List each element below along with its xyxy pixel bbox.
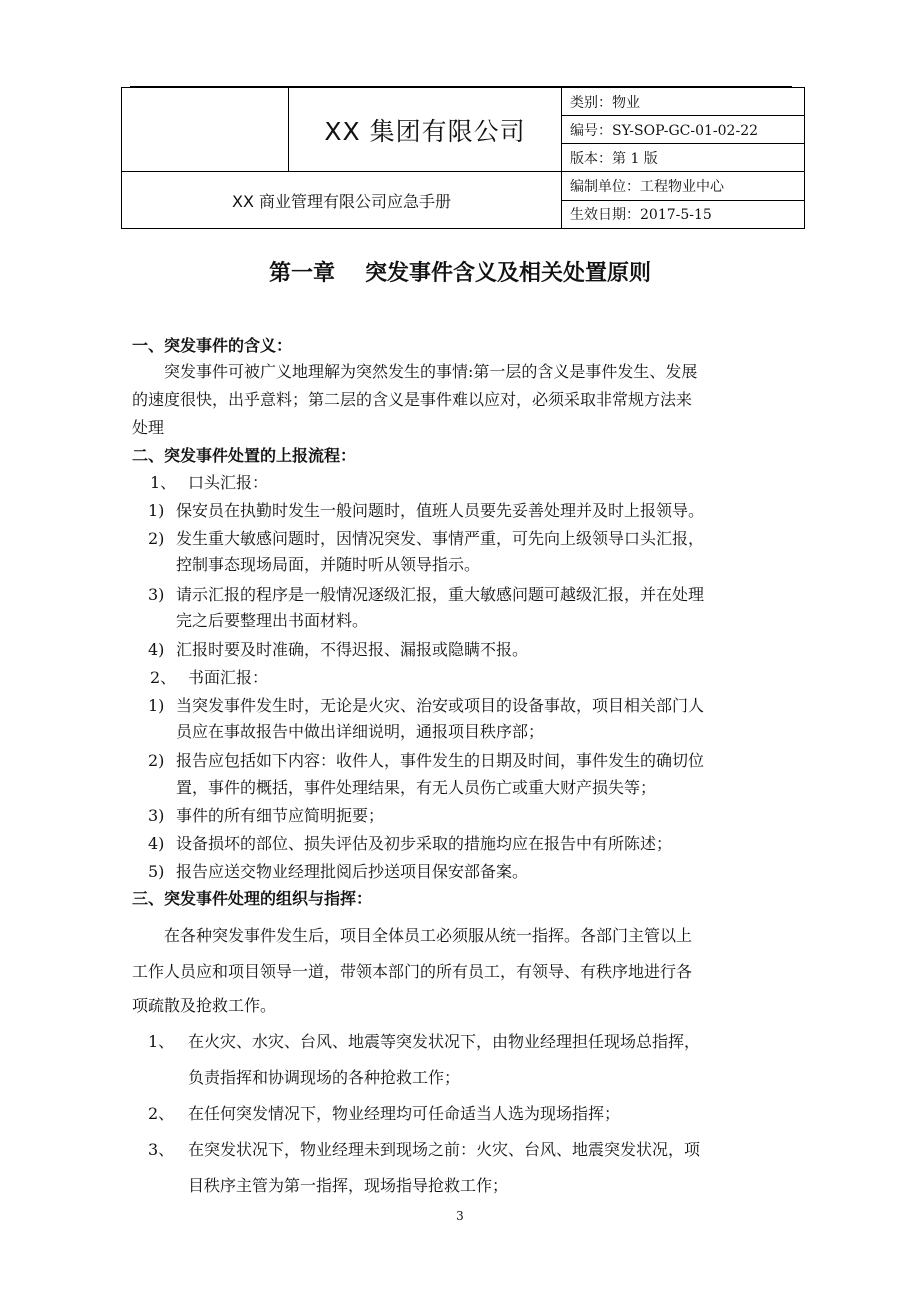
- section-2-heading: 二、突发事件处置的上报流程：: [132, 446, 357, 465]
- chapter-title: [0, 256, 920, 287]
- item-number: 4): [148, 640, 165, 659]
- list-item-line: 事件的所有细节应简明扼要；: [176, 806, 385, 825]
- item-number: 1): [148, 501, 165, 520]
- paragraph-line: 突发事件可被广义地理解为突然发生的事情:第一层的含义是事件发生、发展: [164, 362, 698, 381]
- chapter-heading: 突发事件含义及相关处置原则: [365, 261, 652, 286]
- item-number: 2): [148, 529, 165, 548]
- list-item-line: 在火灾、水灾、台风、地震等突发状况下，由物业经理担任现场总指挥，: [188, 1032, 701, 1051]
- list-item-line: 控制事态现场局面，并随时听从领导指示。: [176, 555, 481, 574]
- version-field: 版本：第 1 版: [562, 144, 805, 172]
- chapter-label: 第一章: [268, 261, 335, 286]
- section-1-heading: 一、突发事件的含义：: [132, 336, 293, 355]
- company-name: XX 集团有限公司: [289, 88, 562, 172]
- list-item-line: 员应在事故报告中做出详细说明，通报项目秩序部；: [176, 722, 545, 741]
- list-item-line: 发生重大敏感问题时，因情况突发、事情严重，可先向上级领导口头汇报，: [176, 529, 705, 548]
- list-item-line: 负责指挥和协调现场的各种抢救工作；: [188, 1068, 461, 1087]
- sub-heading-written: 书面汇报：: [188, 668, 269, 687]
- item-number: 1): [148, 696, 165, 715]
- sub-heading-oral: 口头汇报：: [188, 473, 269, 492]
- unit-field: 编制单位：工程物业中心: [562, 172, 805, 201]
- paragraph-line: 工作人员应和项目领导一道，带领本部门的所有员工，有领导、有秩序地进行各: [132, 962, 693, 981]
- paragraph-line: 处理: [132, 418, 165, 437]
- list-item-line: 报告应包括如下内容：收件人，事件发生的日期及时间，事件发生的确切位: [176, 751, 705, 770]
- item-number: 3、: [148, 1140, 175, 1159]
- section-3-heading: 三、突发事件处理的组织与指挥：: [132, 889, 373, 908]
- list-item-line: 设备损坏的部位、损失评估及初步采取的措施均应在报告中有所陈述；: [176, 834, 673, 853]
- document-header-table: [121, 87, 805, 229]
- list-item-line: 置，事件的概括，事件处理结果，有无人员伤亡或重大财产损失等；: [176, 778, 657, 797]
- code-field: 编号：SY-SOP-GC-01-02-22: [562, 116, 805, 144]
- list-item-line: 在任何突发情况下，物业经理均可任命适当人选为现场指挥；: [188, 1104, 621, 1123]
- list-item-line: 完之后要整理出书面材料。: [176, 611, 369, 630]
- list-item-line: 在突发状况下，物业经理未到现场之前：火灾、台风、地震突发状况，项: [188, 1140, 701, 1159]
- list-item-line: 当突发事件发生时，无论是火灾、治安或项目的设备事故，项目相关部门人: [176, 696, 705, 715]
- category-field: 类别：物业: [562, 88, 805, 116]
- list-item-line: 目秩序主管为第一指挥，现场指导抢救工作；: [188, 1176, 509, 1195]
- manual-title: XX 商业管理有限公司应急手册: [122, 172, 562, 229]
- paragraph-line: 项疏散及抢救工作。: [132, 996, 277, 1015]
- sub-number: 1、: [150, 473, 177, 492]
- list-item-line: 请示汇报的程序是一般情况逐级汇报，重大敏感问题可越级汇报，并在处理: [176, 585, 705, 604]
- item-number: 5): [148, 862, 165, 881]
- paragraph-line: 在各种突发事件发生后，项目全体员工必须服从统一指挥。各部门主管以上: [164, 926, 693, 945]
- list-item-line: 汇报时要及时准确，不得迟报、漏报或隐瞒不报。: [176, 640, 529, 659]
- item-number: 2、: [148, 1104, 175, 1123]
- item-number: 3): [148, 806, 165, 825]
- logo-cell: [122, 88, 289, 172]
- list-item-line: 保安员在执勤时发生一般问题时，值班人员要先妥善处理并及时上报领导。: [176, 501, 705, 520]
- effective-date-field: 生效日期：2017-5-15: [562, 200, 805, 229]
- list-item-line: 报告应送交物业经理批阅后抄送项目保安部备案。: [176, 862, 529, 881]
- item-number: 1、: [148, 1032, 175, 1051]
- item-number: 3): [148, 585, 165, 604]
- sub-number: 2、: [150, 668, 177, 687]
- paragraph-line: 的速度很快，出乎意料；第二层的含义是事件难以应对，必须采取非常规方法来: [132, 390, 693, 409]
- item-number: 4): [148, 834, 165, 853]
- page-number: 3: [456, 1209, 464, 1223]
- item-number: 2): [148, 751, 165, 770]
